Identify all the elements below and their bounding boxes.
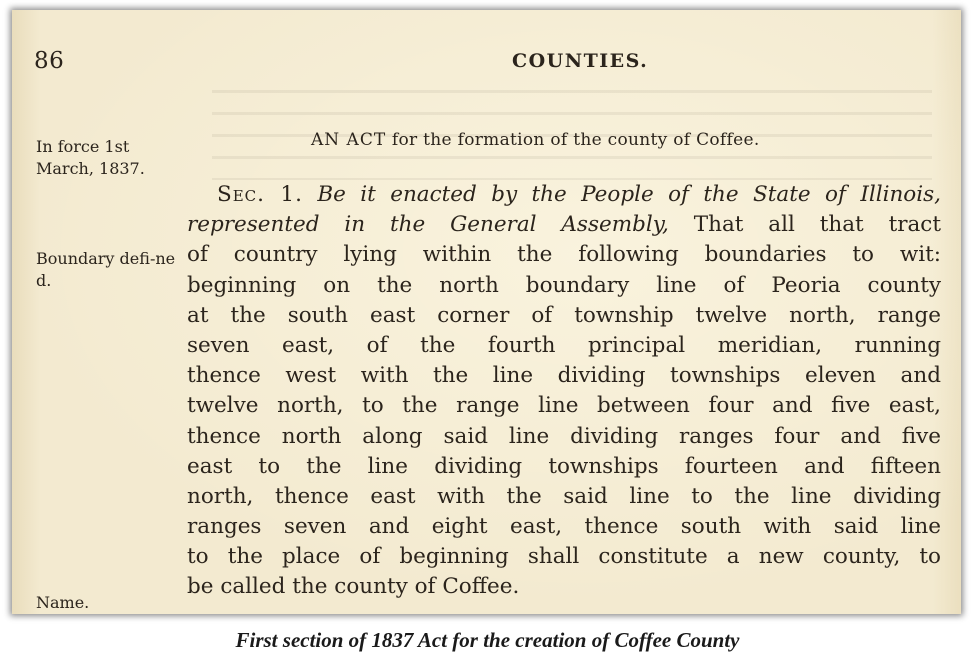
running-head: COUNTIES.	[512, 50, 649, 72]
section-line: thence north along said line dividing ranges four and five	[187, 423, 941, 449]
section-line: seven east, of the fourth principal meridian, running	[187, 332, 941, 358]
section-line: north, thence east with the said line to the line dividing	[187, 483, 941, 509]
section-line	[187, 180, 941, 210]
section-line: ranges seven and eight east, thence south with said line	[187, 514, 941, 540]
section-line: thence west with the line dividing townships eleven and	[187, 363, 941, 389]
margin-note-name: Name.	[36, 593, 90, 612]
section-line: east to the line dividing townships fourteen and fifteen	[187, 453, 941, 479]
margin-note-text: In force 1st March, 1837.	[36, 137, 145, 178]
section-label: Sec. 1.	[217, 182, 303, 207]
section-line: of country lying within the following boundaries to wit:	[187, 242, 941, 268]
margin-note-text: Boundary defi-ned.	[36, 249, 176, 290]
book-page	[12, 10, 961, 614]
section-line: to the place of beginning shall constitute a new county, to	[187, 544, 941, 570]
act-title	[311, 130, 760, 150]
margin-note-boundary	[36, 248, 176, 292]
section-body	[187, 180, 941, 603]
section-line: beginning on the north boundary line of Peoria county	[187, 272, 941, 298]
enacting-clause: Be it enacted by the People of the State of Illinois,	[317, 182, 941, 207]
margin-note-in-force	[36, 136, 166, 180]
document-scan	[12, 10, 961, 614]
enacting-clause: represented in the General Assembly,	[187, 212, 669, 238]
section-line	[187, 210, 941, 240]
section-line: at the south east corner of township twelve north, range	[187, 302, 941, 328]
figure-caption: First section of 1837 Act for the creation of Coffee County	[235, 628, 740, 652]
section-line: twelve north, to the range line between four and five east,	[187, 393, 941, 419]
section-line: be called the county of Coffee.	[187, 574, 520, 600]
act-title-lead: AN ACT	[311, 130, 387, 150]
page-number: 86	[34, 48, 65, 74]
act-title-rest: for the formation of the county of Coffee.	[391, 130, 760, 150]
section-text: That all that tract	[693, 212, 941, 238]
